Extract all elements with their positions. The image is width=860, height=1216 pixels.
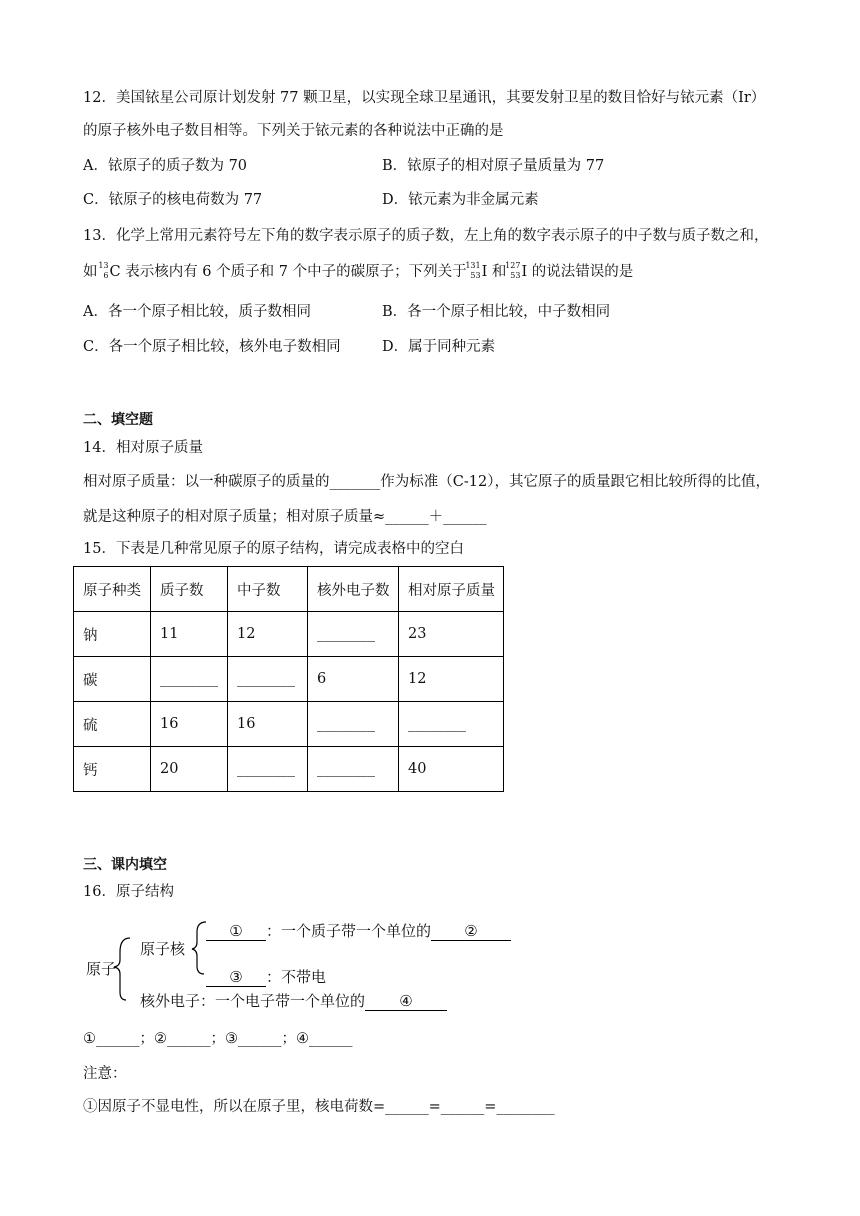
table-cell: 11 [151, 612, 228, 657]
atom-label: 原子 [86, 960, 117, 978]
table-cell: 12 [228, 612, 308, 657]
isotope-i127-notation: 127 53 [505, 261, 521, 280]
q12-option-c[interactable]: C．铱原子的核电荷数为 77 [83, 192, 263, 208]
table-cell-blank[interactable]: ________ [151, 657, 228, 702]
q14-line2: 就是这种原子的相对原子质量；相对原子质量≈______＋______ [83, 509, 487, 525]
section2-heading: 二、填空题 [83, 412, 153, 428]
q13-stem-line2 [83, 262, 633, 282]
q15-title: 15．下表是几种常见原子的原子结构，请完成表格中的空白 [83, 541, 464, 557]
table-cell: 40 [399, 747, 504, 792]
blank-4[interactable]: ④ [365, 992, 447, 1011]
table-row [74, 702, 504, 747]
isotope-c13-notation: 13 6 [98, 261, 109, 280]
table-header: 中子数 [228, 567, 308, 612]
table-cell: 硫 [74, 702, 151, 747]
q13-option-c[interactable]: C．各一个原子相比较，核外电子数相同 [83, 339, 341, 355]
q16-title: 16．原子结构 [83, 884, 174, 900]
table-cell: 16 [228, 702, 308, 747]
q12-option-b[interactable]: B．铱原子的相对原子量质量为 77 [382, 158, 605, 174]
table-cell-blank[interactable]: ________ [228, 657, 308, 702]
note-1: ①因原子不显电性，所以在原子里，核电荷数=______=______=________ [83, 1099, 555, 1115]
isotope-i131-notation: 131 53 [465, 261, 481, 280]
table-cell: 23 [399, 612, 504, 657]
blank-3[interactable]: ③ [206, 968, 266, 987]
q13-text-end: I 的说法错误的是 [521, 264, 634, 280]
table-cell: 钙 [74, 747, 151, 792]
table-cell-blank[interactable]: ________ [308, 612, 399, 657]
table-row [74, 612, 504, 657]
table-cell-blank[interactable]: ________ [308, 702, 399, 747]
neutron-text: ：不带电 [266, 968, 327, 986]
atom-structure-diagram [86, 920, 546, 1020]
q13-text-pre: 如 [83, 264, 98, 280]
q16-answers-line: ①______；②______；③______；④______ [83, 1031, 353, 1047]
q12-option-d[interactable]: D．铱元素为非金属元素 [382, 192, 539, 208]
table-cell-blank[interactable]: ________ [228, 747, 308, 792]
table-cell: 16 [151, 702, 228, 747]
q13-option-d[interactable]: D．属于同种元素 [382, 339, 496, 355]
q14-title: 14．相对原子质量 [83, 440, 203, 456]
table-header: 相对原子质量 [399, 567, 504, 612]
q13-option-b[interactable]: B．各一个原子相比较，中子数相同 [382, 304, 611, 320]
table-cell: 6 [308, 657, 399, 702]
section3-heading: 三、课内填空 [83, 857, 167, 873]
table-cell: 钠 [74, 612, 151, 657]
q13-option-a[interactable]: A．各一个原子相比较，质子数相同 [83, 304, 311, 320]
table-header: 核外电子数 [308, 567, 399, 612]
q12-stem-line1: 12．美国铱星公司原计划发射 77 颗卫星，以实现全球卫星通讯，其要发射卫星的数目恰好与铱元素（Ir） [83, 90, 766, 106]
table-header: 质子数 [151, 567, 228, 612]
table-row [74, 747, 504, 792]
table-cell: 12 [399, 657, 504, 702]
atom-structure-table [73, 566, 504, 792]
table-cell-blank[interactable]: ________ [308, 747, 399, 792]
table-cell: 碳 [74, 657, 151, 702]
q13-text-iodine1: I 和 [481, 264, 507, 280]
nucleus-label: 原子核 [140, 940, 186, 958]
q12-stem-line2: 的原子核外电子数目相等。下列关于铱元素的各种说法中正确的是 [83, 123, 504, 139]
q14-line1: 相对原子质量：以一种碳原子的质量的_______作为标准（C-12），其它原子的质量跟它相比较所得的比值， [83, 474, 770, 490]
q13-text-carbon: C 表示核内有 6 个质子和 7 个中子的碳原子；下列关于 [109, 264, 467, 280]
q13-stem-line1: 13．化学上常用元素符号左下角的数字表示原子的质子数，左上角的数字表示原子的中子数与质子数之和， [83, 228, 769, 244]
table-cell-blank[interactable]: ________ [399, 702, 504, 747]
neutron-row [206, 966, 326, 987]
table-row [74, 657, 504, 702]
blank-2[interactable]: ② [431, 922, 511, 941]
table-header-row [74, 567, 504, 612]
blank-1[interactable]: ① [206, 922, 266, 941]
proton-row [206, 920, 511, 941]
note-label: 注意： [83, 1066, 127, 1082]
q12-option-a[interactable]: A．铱原子的质子数为 70 [83, 158, 248, 174]
proton-text: ：一个质子带一个单位的 [266, 922, 432, 940]
table-cell: 20 [151, 747, 228, 792]
electron-text: 核外电子：一个电子带一个单位的 [140, 992, 366, 1010]
table-header: 原子种类 [74, 567, 151, 612]
electron-row [140, 990, 447, 1011]
